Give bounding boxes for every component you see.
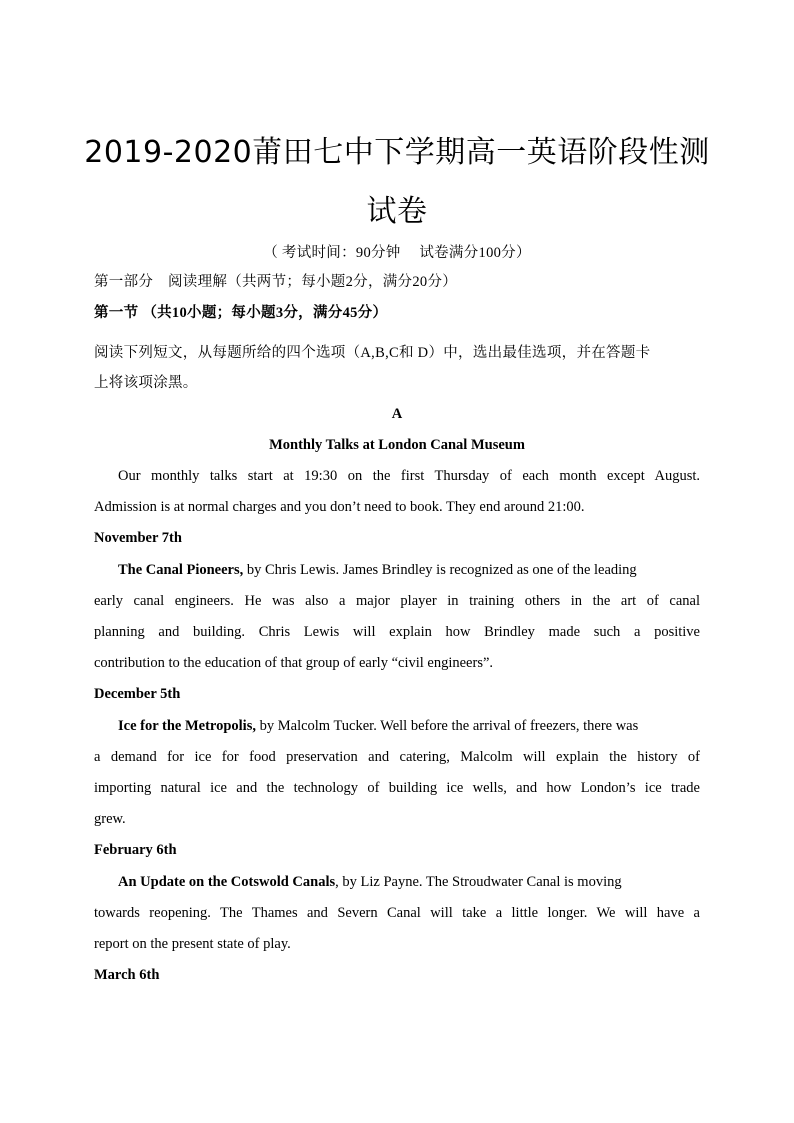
event2-line4: grew. [94, 811, 126, 827]
event3-line2: towards reopening. The Thames and Severn Canal will take a little longer. We will have a [94, 905, 700, 921]
event3-line3: report on the present state of play. [94, 936, 291, 952]
section-heading: 第一节 （共10小题；每小题3分，满分45分） [94, 305, 388, 321]
event2-line1 [94, 717, 700, 735]
event1-line4: contribution to the education of that group of early “civil engineers”. [94, 655, 494, 671]
passage-heading: Monthly Talks at London Canal Museum [269, 437, 525, 453]
part-heading-text: 第一部分 阅读理解（共两节；每小题2分，满分20分） [94, 274, 458, 290]
intro-line2: Admission is at normal charges and you don’t need to book. They end around 21:00. [94, 499, 585, 515]
event1-line1 [94, 561, 700, 579]
instructions-line1: 阅读下列短文，从每题所给的四个选项（A,B,C和 D）中，选出最佳选项，并在答题卡 [94, 345, 651, 361]
instructions-line2: 上将该项涂黑。 [94, 375, 198, 391]
event2-line2: a demand for ice for food preservation and catering, Malcolm will explain the history of [94, 749, 700, 765]
passage-letter: A [391, 406, 403, 422]
page-title-line2: 试卷 [366, 194, 428, 229]
date-december: December 5th [94, 686, 181, 702]
exam-info: （ 考试时间：90分钟 试卷满分100分） [263, 245, 531, 261]
event3-text: , by Liz Payne. The Stroudwater Canal is moving [335, 874, 622, 890]
event2-text: by Malcolm Tucker. Well before the arrival of freezers, there was [255, 718, 639, 734]
part-heading [94, 273, 700, 291]
event1-text: by Chris Lewis. James Brindley is recognized as one of the leading [243, 562, 637, 578]
page-title-line1: 2019-2020莆田七中下学期高一英语阶段性测 [84, 135, 710, 170]
event1-line2: early canal engineers. He was also a major player in training others in the art of canal [94, 593, 700, 609]
date-march: March 6th [94, 967, 160, 983]
event2-title: Ice for the Metropolis, [118, 718, 256, 734]
event3-title: An Update on the Cotswold Canals [118, 874, 336, 890]
date-february: February 6th [94, 842, 177, 858]
event2-line3: importing natural ice and the technology of building ice wells, and how London’s ice trade [94, 780, 700, 796]
event1-line3: planning and building. Chris Lewis will explain how Brindley made such a positive [94, 624, 700, 640]
event1-title: The Canal Pioneers, [118, 562, 244, 578]
date-november: November 7th [94, 530, 182, 546]
intro-line1: Our monthly talks start at 19:30 on the first Thursday of each month except August. [118, 468, 700, 484]
event3-line1 [94, 873, 700, 891]
